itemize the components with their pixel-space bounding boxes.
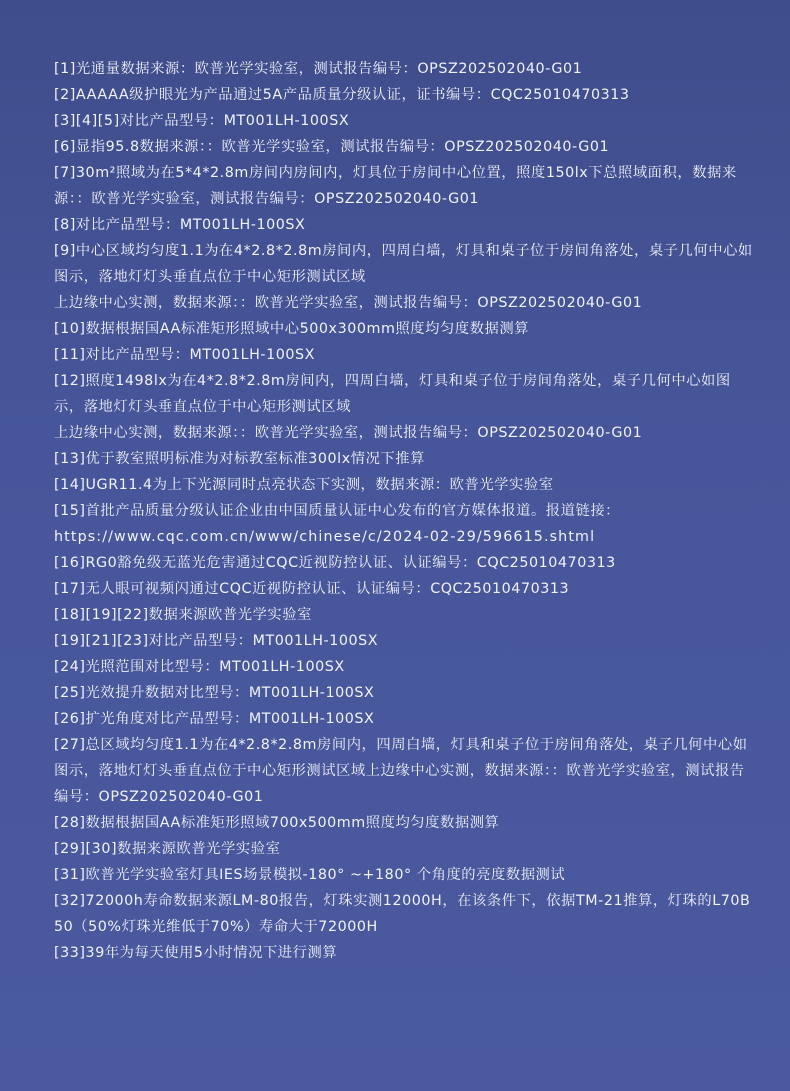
footnote-18-22: [18][19][22]数据来源欧普光学实验室 bbox=[54, 607, 312, 623]
footnote-28: [28]数据根据国AA标准矩形照域700x500mm照度均匀度数据测算 bbox=[54, 815, 500, 831]
footnote-33: [33]39年为每天使用5小时情况下进行测算 bbox=[54, 945, 338, 961]
footnote-11: [11]对比产品型号：MT001LH-100SX bbox=[54, 347, 316, 363]
footnote-10: [10]数据根据国AA标准矩形照域中心500x300mm照度均匀度数据测算 bbox=[54, 321, 530, 337]
footnote-12-continued: 上边缘中心实测，数据来源：：欧普光学实验室，测试报告编号：OPSZ202502040-G01 bbox=[54, 425, 643, 441]
footnote-3-5: [3][4][5]对比产品型号：MT001LH-100SX bbox=[54, 113, 350, 129]
footnote-1: [1]光通量数据来源：欧普光学实验室，测试报告编号：OPSZ202502040-G01 bbox=[54, 61, 583, 77]
footnote-9: [9]中心区域均匀度1.1为在4*2.8*2.8m房间内，四周白墙，灯具和桌子位于房间角落处，桌子几何中心如图示，落地灯灯头垂直点位于中心矩形测试区域 bbox=[54, 243, 753, 285]
footnote-12: [12]照度1498lx为在4*2.8*2.8m房间内，四周白墙，灯具和桌子位于房间角落处，桌子几何中心如图示，落地灯灯头垂直点位于中心矩形测试区域 bbox=[54, 373, 731, 415]
footnote-26: [26]扩光角度对比产品型号：MT001LH-100SX bbox=[54, 711, 375, 727]
footnote-32: [32]72000h寿命数据来源LM-80报告，灯珠实测12000H，在该条件下，依据TM-21推算，灯珠的L70B50（50%灯珠光维低于70%）寿命大于72000H bbox=[54, 893, 751, 935]
footnote-16: [16]RG0豁免级无蓝光危害通过CQC近视防控认证、认证编号：CQC25010470313 bbox=[54, 555, 616, 571]
footnote-14: [14]UGR11.4为上下光源同时点亮状态下实测，数据来源：欧普光学实验室 bbox=[54, 477, 554, 493]
footnote-27: [27]总区域均匀度1.1为在4*2.8*2.8m房间内，四周白墙，灯具和桌子位于房间角落处，桌子几何中心如图示，落地灯灯头垂直点位于中心矩形测试区域上边缘中心实测，数据来源：：欧普光学实验室，测试报告编号：OPSZ202502040-G01 bbox=[54, 737, 748, 805]
footnote-15: [15]首批产品质量分级认证企业由中国质量认证中心发布的官方媒体报道。报道链接： bbox=[54, 503, 621, 519]
footnote-13: [13]优于教室照明标准为对标教室标准300lx情况下推算 bbox=[54, 451, 425, 467]
footnote-9-continued: 上边缘中心实测，数据来源：：欧普光学实验室，测试报告编号：OPSZ202502040-G01 bbox=[54, 295, 643, 311]
footnote-2: [2]AAAAA级护眼光为产品通过5A产品质量分级认证，证书编号：CQC25010470313 bbox=[54, 87, 630, 103]
footnote-24: [24]光照范围对比型号：MT001LH-100SX bbox=[54, 659, 345, 675]
footnote-19-23: [19][21][23]对比产品型号：MT001LH-100SX bbox=[54, 633, 379, 649]
footnote-6: [6]显指95.8数据来源：：欧普光学实验室，测试报告编号：OPSZ202502040-G01 bbox=[54, 139, 610, 155]
footnote-25: [25]光效提升数据对比型号：MT001LH-100SX bbox=[54, 685, 375, 701]
footnote-17: [17]无人眼可视频闪通过CQC近视防控认证、认证编号：CQC25010470313 bbox=[54, 581, 570, 597]
footnote-8: [8]对比产品型号：MT001LH-100SX bbox=[54, 217, 306, 233]
footnote-29-30: [29][30]数据来源欧普光学实验室 bbox=[54, 841, 281, 857]
footnote-7: [7]30m²照域为在5*4*2.8m房间内房间内，灯具位于房间中心位置，照度150lx下总照域面积，数据来源：：欧普光学实验室，测试报告编号：OPSZ202502040-G01 bbox=[54, 165, 737, 207]
footnote-31: [31]欧普光学实验室灯具IES场景模拟-180° ~+180° 个角度的亮度数据测试 bbox=[54, 867, 566, 883]
footnote-15-link[interactable]: https://www.cqc.com.cn/www/chinese/c/2024-02-29/596615.shtml bbox=[54, 529, 596, 545]
footnotes-list bbox=[54, 56, 754, 966]
